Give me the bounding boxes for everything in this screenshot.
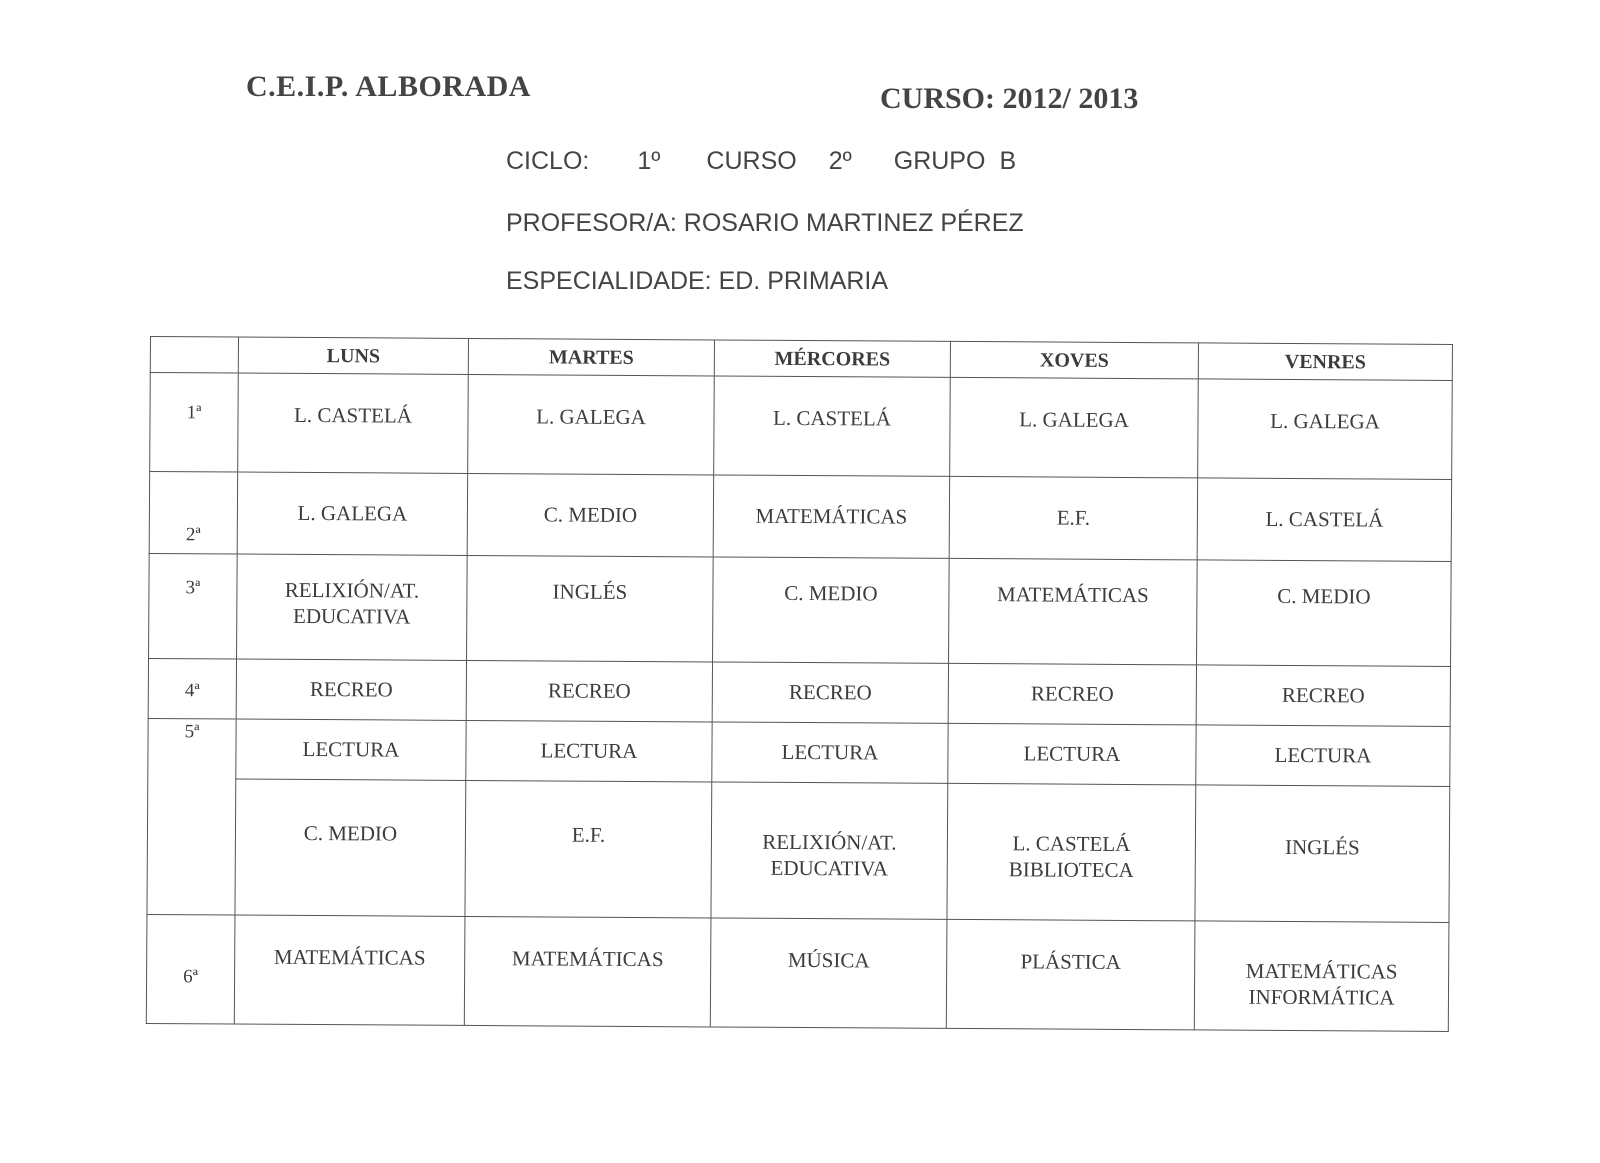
curso-label: CURSO [706, 147, 797, 175]
timetable-cell [1197, 560, 1452, 666]
cell-line: MATEMÁTICAS [1245, 958, 1398, 984]
teacher-line: PROFESOR/A: ROSARIO MARTINEZ PÉREZ [506, 209, 1024, 237]
cell-line: C. MEDIO [1277, 584, 1371, 609]
timetable-cell: LECTURA [948, 724, 1196, 785]
timetable-cell [1195, 785, 1450, 923]
timetable-cell [949, 559, 1198, 665]
cell-line: BIBLIOTECA [1008, 857, 1134, 883]
cell-line: C. MEDIO [303, 820, 398, 846]
table-row [150, 373, 1453, 480]
timetable-cell: L. CASTELÁ [714, 376, 951, 476]
timetable-cell [464, 917, 711, 1027]
timetable-cell [946, 920, 1195, 1030]
period-label: 3ª [149, 554, 238, 659]
course-year: CURSO: 2012/ 2013 [880, 82, 1139, 115]
timetable-cell: RECREO [236, 659, 466, 721]
timetable-cell [237, 554, 468, 660]
cell-line: INGLÉS [1284, 834, 1360, 860]
cell-line: MATEMÁTICAS [997, 582, 1149, 608]
table-row [148, 658, 1450, 726]
timetable-cell: LECTURA [712, 722, 948, 783]
period-label: 6ª [146, 915, 235, 1024]
table-row [149, 554, 1452, 667]
curso-value: 2º [828, 147, 852, 175]
cell-line: PLÁSTICA [1020, 949, 1121, 975]
timetable-cell [713, 557, 950, 663]
timetable-cell: RECREO [1196, 665, 1450, 727]
day-header: MÉRCORES [714, 340, 950, 377]
timetable-cell [467, 556, 714, 662]
timetable-cell [947, 783, 1196, 921]
timetable-cell: LECTURA [466, 721, 712, 782]
day-header: LUNS [238, 337, 468, 374]
cell-line: E.F. [571, 822, 606, 847]
cell-line: EDUCATIVA [770, 855, 889, 881]
timetable-cell: L. GALEGA [950, 377, 1199, 477]
cell-line: MÚSICA [787, 948, 870, 973]
timetable-cell: RECREO [948, 663, 1196, 725]
table-row [146, 915, 1449, 1032]
cell-line: EDUCATIVA [292, 604, 411, 630]
cell-line: INFORMÁTICA [1248, 985, 1395, 1011]
period-label: 2ª [149, 471, 238, 554]
corner-cell [150, 337, 238, 374]
cell-line: C. MEDIO [784, 581, 878, 606]
table-row [147, 778, 1450, 922]
timetable-cell: MATEMÁTICAS [713, 475, 949, 559]
ciclo-label: CICLO: [506, 147, 590, 175]
timetable-cell: L. CASTELÁ [238, 373, 469, 473]
timetable-cell: RECREO [712, 662, 948, 724]
cell-line: INGLÉS [552, 579, 628, 605]
grupo-label: GRUPO [893, 147, 986, 175]
table-row [148, 719, 1450, 787]
timetable-cell: LECTURA [236, 719, 466, 780]
ciclo-value: 1º [637, 147, 661, 175]
class-info-line [506, 147, 1016, 176]
timetable-cell [235, 779, 466, 917]
table-row [149, 471, 1451, 561]
timetable-cell: RECREO [466, 660, 712, 722]
grupo-value: B [999, 147, 1017, 175]
cell-line: MATEMÁTICAS [273, 945, 426, 970]
timetable [146, 336, 1453, 1032]
timetable-cell: L. CASTELÁ [1197, 478, 1451, 562]
cell-line: RELIXIÓN/AT. [762, 829, 897, 855]
school-name: C.E.I.P. ALBORADA [246, 70, 531, 103]
timetable-cell: C. MEDIO [467, 473, 713, 557]
period-label: 4ª [148, 658, 236, 719]
cell-line: MATEMÁTICAS [511, 946, 664, 972]
cell-line: RELIXIÓN/AT. [284, 578, 420, 603]
timetable-cell: E.F. [949, 476, 1197, 560]
cell-line: L. CASTELÁ [1012, 831, 1131, 856]
timetable-cell [465, 780, 712, 918]
timetable-cell: L. GALEGA [237, 472, 467, 556]
specialty-line: ESPECIALIDADE: ED. PRIMARIA [506, 267, 889, 295]
timetable-cell [711, 782, 948, 920]
timetable-cell [234, 915, 465, 1025]
period-label: 1ª [150, 373, 239, 472]
day-header: MARTES [468, 338, 714, 376]
timetable-cell: L. GALEGA [468, 374, 715, 474]
timetable-cell: L. GALEGA [1198, 379, 1453, 479]
timetable-cell [710, 918, 947, 1028]
day-header: VENRES [1198, 343, 1452, 381]
timetable-cell [1194, 921, 1449, 1031]
day-header: XOVES [950, 341, 1198, 379]
period-label: 5ª [147, 719, 236, 916]
timetable-cell: LECTURA [1196, 725, 1450, 786]
